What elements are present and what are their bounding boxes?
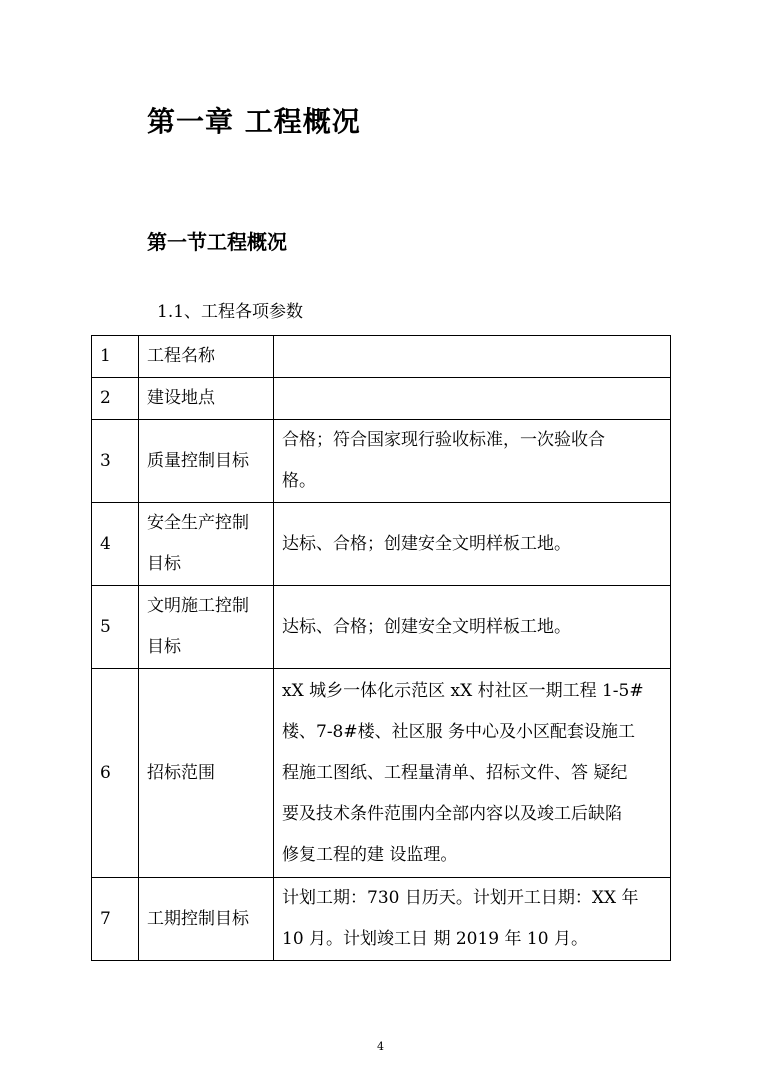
- row-label: [139, 878, 274, 961]
- row-number: 4: [92, 503, 139, 586]
- row-value: [274, 336, 671, 378]
- row-value: [274, 878, 671, 961]
- row-label-line: 安全生产控制: [147, 513, 249, 533]
- row-value-line: [282, 336, 662, 377]
- row-value-line: 达标、合格；创建安全文明样板工地。: [282, 533, 571, 554]
- row-label: [139, 669, 274, 878]
- row-label-line: 质量控制目标: [147, 450, 249, 471]
- row-number: 5: [92, 586, 139, 669]
- row-label: [139, 420, 274, 503]
- row-value: [274, 503, 671, 586]
- row-value-line: 合格；符合国家现行验收标准，一次验收合: [282, 430, 605, 450]
- table-row: [92, 420, 671, 503]
- row-value-line: 10 月。计划竣工日 期 2019 年 10 月。: [282, 929, 588, 949]
- row-label: [139, 503, 274, 586]
- row-number: 7: [92, 878, 139, 961]
- page-number: 4: [377, 1040, 384, 1053]
- row-number: 6: [92, 669, 139, 878]
- row-value-line: 格。: [282, 471, 316, 491]
- row-label: [139, 336, 274, 378]
- row-label: [139, 586, 274, 669]
- parameters-table: [91, 335, 671, 961]
- table-row: [92, 586, 671, 669]
- table-row: [92, 378, 671, 420]
- row-value-line: 程施工图纸、工程量清单、招标文件、答 疑纪: [282, 762, 628, 783]
- row-value: [274, 420, 671, 503]
- row-label-line: 文明施工控制: [147, 596, 249, 616]
- row-number: 3: [92, 420, 139, 503]
- table-row: [92, 503, 671, 586]
- row-value-line: 修复工程的建 设监理。: [282, 844, 458, 865]
- table-row: [92, 669, 671, 878]
- row-value-line: 达标、合格；创建安全文明样板工地。: [282, 616, 571, 637]
- row-label-line: 建设地点: [147, 388, 215, 408]
- chapter-title: 第一章 工程概况: [147, 105, 361, 138]
- row-value: [274, 669, 671, 878]
- row-label-line: 目标: [147, 554, 181, 574]
- row-value-line: 计划工期：730 日历天。计划开工日期：XX 年: [282, 888, 639, 908]
- row-label-line: 工期控制目标: [147, 908, 249, 929]
- table-row: [92, 878, 671, 961]
- table-row: [92, 336, 671, 378]
- section-title: 第一节工程概况: [147, 230, 287, 254]
- subsection-title: 1.1、工程各项参数: [157, 302, 304, 322]
- row-value-line: xX 城乡一体化示范区 xX 村社区一期工程 1-5#: [282, 680, 644, 701]
- row-value-line: 楼、7-8#楼、社区服 务中心及小区配套设施工: [282, 721, 636, 742]
- row-label: [139, 378, 274, 420]
- row-number: 2: [92, 378, 139, 420]
- row-label-line: 目标: [147, 637, 181, 657]
- row-number: 1: [92, 336, 139, 378]
- row-label-line: 招标范围: [147, 762, 215, 783]
- row-value-line: [282, 378, 662, 419]
- row-value: [274, 378, 671, 420]
- row-value-line: 要及技术条件范围内全部内容以及竣工后缺陷: [282, 803, 622, 824]
- row-value: [274, 586, 671, 669]
- row-label-line: 工程名称: [147, 346, 215, 366]
